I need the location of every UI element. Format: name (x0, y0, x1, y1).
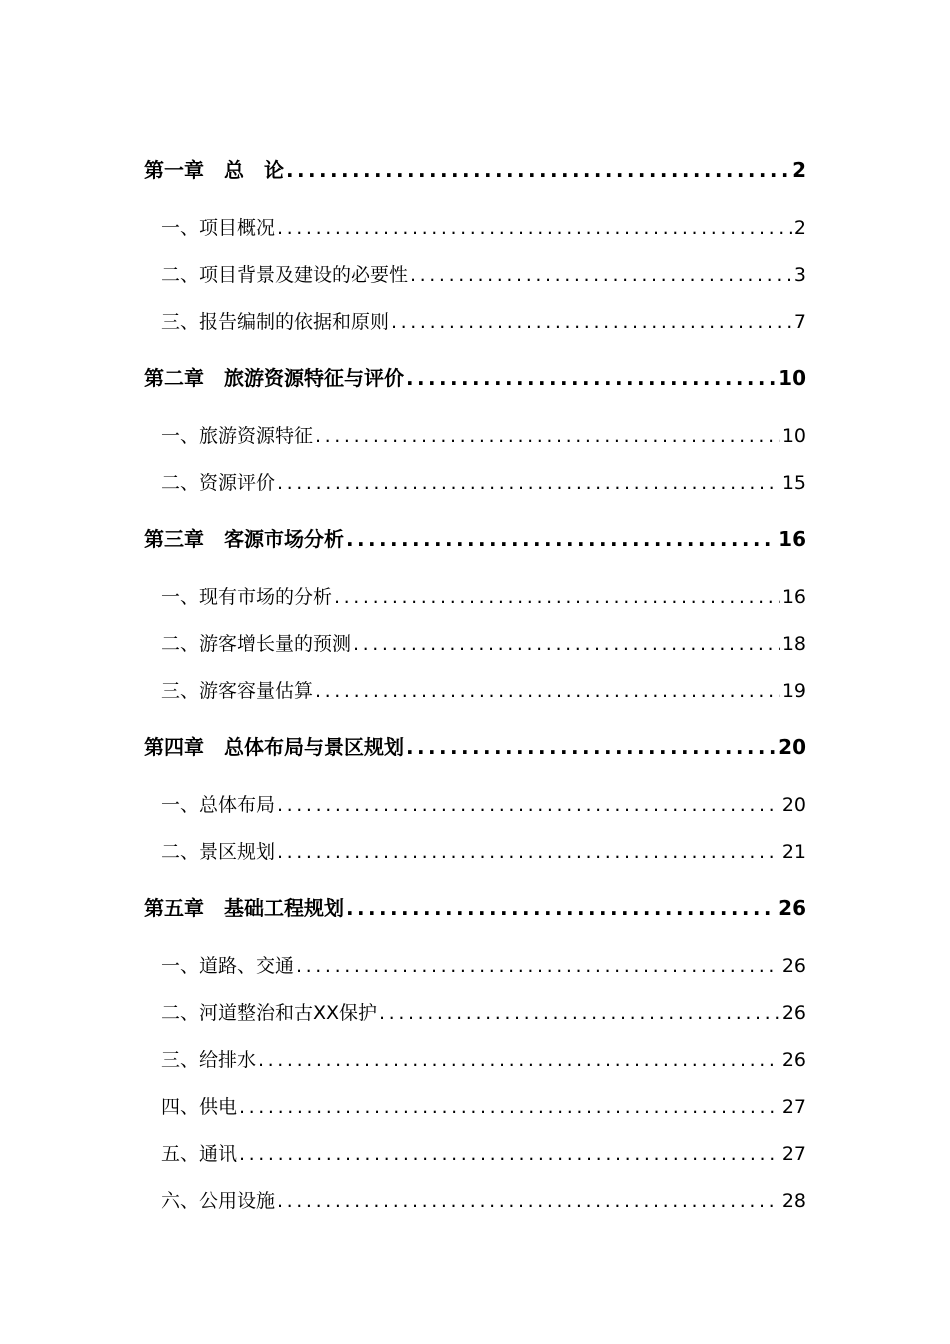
toc-section-1-2[interactable] (144, 252, 806, 299)
toc-section-5-4[interactable] (144, 1084, 806, 1131)
toc-leader (277, 460, 780, 507)
toc-leader (286, 148, 790, 193)
toc-title: 三、游客容量估算 (161, 680, 314, 702)
toc-leader (346, 886, 776, 931)
toc-leader (239, 1084, 780, 1131)
toc-title: 第四章 总体布局与景区规划 (144, 735, 404, 759)
toc-section-3-3[interactable] (144, 668, 806, 725)
toc-page-number: 20 (778, 735, 806, 759)
toc-title: 第二章 旅游资源特征与评价 (144, 366, 404, 390)
toc-section-5-6[interactable] (144, 1178, 806, 1225)
toc-title: 六、公用设施 (161, 1190, 276, 1212)
toc-chapter-2[interactable] (144, 356, 806, 413)
toc-page-number: 26 (778, 896, 806, 920)
toc-page-number: 27 (781, 1143, 806, 1165)
toc-title: 二、项目背景及建设的必要性 (161, 264, 409, 286)
toc-title: 二、河道整治和古XX保护 (161, 1002, 378, 1024)
toc-page-number: 10 (781, 425, 806, 447)
toc-section-5-2[interactable] (144, 990, 806, 1037)
toc-title: 一、总体布局 (161, 794, 276, 816)
toc-section-3-2[interactable] (144, 621, 806, 668)
toc-title: 五、通讯 (161, 1143, 238, 1165)
toc-title: 一、项目概况 (161, 217, 276, 239)
toc-title: 二、资源评价 (161, 472, 276, 494)
toc-section-5-1[interactable] (144, 943, 806, 990)
toc-leader (296, 943, 780, 990)
toc-leader (239, 1131, 780, 1178)
toc-page-number: 15 (781, 472, 806, 494)
toc-leader (315, 668, 780, 715)
toc-title: 一、旅游资源特征 (161, 425, 314, 447)
toc-title: 二、游客增长量的预测 (161, 633, 352, 655)
toc-page-number: 16 (778, 527, 806, 551)
toc-page-number: 16 (781, 586, 806, 608)
toc-leader (315, 413, 780, 460)
toc-leader (379, 990, 780, 1037)
toc-leader (277, 1178, 780, 1225)
toc-chapter-3[interactable] (144, 517, 806, 574)
toc-section-4-1[interactable] (144, 782, 806, 829)
toc-page-number: 10 (778, 366, 806, 390)
toc-leader (277, 829, 780, 876)
toc-title: 第三章 客源市场分析 (144, 527, 344, 551)
toc-title: 一、道路、交通 (161, 955, 295, 977)
toc-page-number: 21 (781, 841, 806, 863)
toc-page-number: 2 (792, 158, 806, 182)
toc-page-number: 27 (781, 1096, 806, 1118)
toc-chapter-1[interactable] (144, 148, 806, 205)
toc-section-5-3[interactable] (144, 1037, 806, 1084)
toc-page-number: 28 (781, 1190, 806, 1212)
toc-section-5-5[interactable] (144, 1131, 806, 1178)
toc-chapter-4[interactable] (144, 725, 806, 782)
toc-section-2-2[interactable] (144, 460, 806, 517)
toc-title: 三、给排水 (161, 1049, 257, 1071)
toc-leader (258, 1037, 780, 1084)
toc-chapter-5[interactable] (144, 886, 806, 943)
toc-title: 二、景区规划 (161, 841, 276, 863)
toc-leader (346, 517, 776, 562)
toc-title: 第五章 基础工程规划 (144, 896, 344, 920)
toc-section-1-1[interactable] (144, 205, 806, 252)
toc-page-number: 20 (781, 794, 806, 816)
toc-page-number: 26 (781, 1002, 806, 1024)
toc-section-1-3[interactable] (144, 299, 806, 356)
toc-leader (353, 621, 780, 668)
toc-leader (391, 299, 792, 346)
toc-page-number: 18 (781, 633, 806, 655)
toc-page-number: 7 (793, 311, 806, 333)
toc-section-3-1[interactable] (144, 574, 806, 621)
toc-title: 四、供电 (161, 1096, 238, 1118)
toc-page-number: 26 (781, 955, 806, 977)
toc-leader (277, 205, 792, 252)
toc-leader (334, 574, 780, 621)
toc-leader (277, 782, 780, 829)
toc-leader (410, 252, 792, 299)
toc-section-2-1[interactable] (144, 413, 806, 460)
toc-page-number: 19 (781, 680, 806, 702)
toc-page-number: 26 (781, 1049, 806, 1071)
toc-title: 三、报告编制的依据和原则 (161, 311, 390, 333)
toc-leader (406, 356, 776, 401)
toc-title: 第一章 总 论 (144, 158, 284, 182)
toc-title: 一、现有市场的分析 (161, 586, 333, 608)
toc-page-number: 3 (793, 264, 806, 286)
toc-section-4-2[interactable] (144, 829, 806, 886)
table-of-contents (144, 148, 806, 1225)
toc-page-number: 2 (793, 217, 806, 239)
toc-leader (406, 725, 776, 770)
